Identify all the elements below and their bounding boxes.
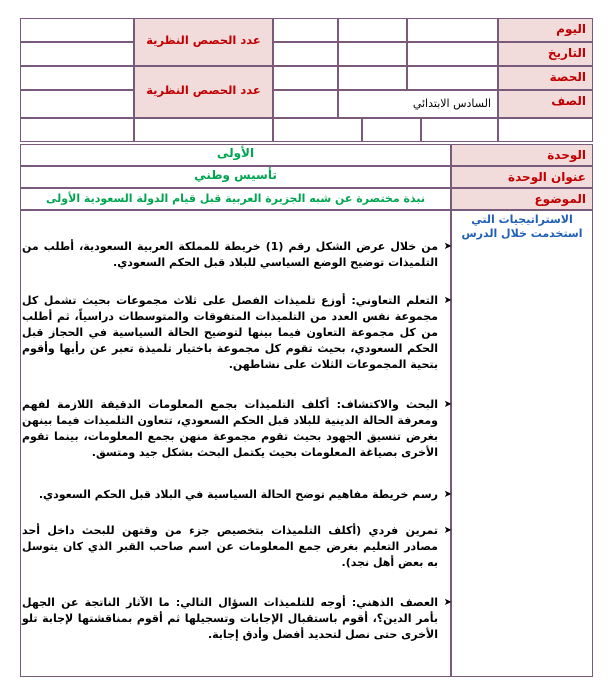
unit-title-label: عنوان الوحدة xyxy=(451,166,593,188)
header-cell xyxy=(362,118,421,142)
bullet-arrow-icon: ➤ xyxy=(443,525,452,536)
topic-label: الموضوع xyxy=(451,188,593,210)
header-cell xyxy=(421,118,498,142)
period-label: الحصة xyxy=(498,66,593,90)
header-cell xyxy=(20,90,134,118)
bullet-arrow-icon: ➤ xyxy=(443,399,452,410)
period-value-cell xyxy=(407,66,498,90)
header-cell xyxy=(498,118,593,142)
header-cell xyxy=(338,42,407,66)
unit-label: الوحدة xyxy=(451,144,593,166)
header-cell xyxy=(273,66,338,90)
date-value-cell xyxy=(407,42,498,66)
header-cell xyxy=(338,66,407,90)
header-cell xyxy=(134,118,273,142)
theory-count-label: عدد الحصص النظرية xyxy=(134,18,273,66)
bullet-arrow-icon: ➤ xyxy=(443,597,452,608)
unit-value: الأولى xyxy=(20,144,451,166)
strategy-item: ➤ التعلم التعاوني: أوزع تلميذات الفصل على ثلاث مجموعات بحيث تشمل كل مجموعة نفس العدد من التلميذات المتفوقات والمتوسطات دراسياً، ثم أطلب من كل مجموعة التعاون فيما بينها لتوضيح الحالة السياسية في الحجاز قبل الحكم السعودي، بحيث تقوم كل مجموعة باختيار تلميذة تعبر عن رأيها وأقوم بتحية المجموعات الثلاث على نشاطهن. xyxy=(22,294,452,371)
day-value-cell xyxy=(407,18,498,42)
strategy-item: ➤ تمرين فردي (أكلف التلميذات بتخصيص جزء من وقتهن للبحث داخل أحد مصادر التعليم بغرض جمع المعلومات عن اسم صاحب القبر الذي كان يتوسل به بعض أهل نجد). xyxy=(22,524,452,569)
strategy-item: ➤ البحث والاكتشاف: أكلف التلميذات بجمع المعلومات الدقيقة اللازمة لفهم ومعرفة الحالة الدينية للبلاد قبل الحكم السعودي، تتعاون التلميذات فيما بينهن بغرض تنسيق الجهود بحيث تقوم مجموعة منهن بجمع المعلومات، بينما تقوم الأخرى بصياغة المعلومات بحيث يكتمل البحث بشكل جيد ومتسق. xyxy=(22,398,452,459)
strategy-item: ➤ العصف الذهني: أوجه للتلميذات السؤال التالي: ما الآثار الناتجة عن الجهل بأمر الدين؟، أقوم باستقبال الإجابات وتسجيلها ثم أقوم بمناقشتها لإجابة تلو الأخرى حتى نصل لتحديد أفضل وأدق إجابة. xyxy=(22,596,452,641)
topic-value: نبذة مختصرة عن شبه الجزيرة العربية قبل قيام الدولة السعودية الأولى xyxy=(20,188,451,210)
class-value: السادس الابتدائي xyxy=(338,90,498,118)
header-cell xyxy=(273,18,338,42)
date-label: التاريخ xyxy=(498,42,593,66)
bullet-arrow-icon: ➤ xyxy=(443,295,452,306)
header-cell xyxy=(338,18,407,42)
strategy-item: ➤ رسم خريطة مفاهيم توضح الحالة السياسية في البلاد قبل الحكم السعودي. xyxy=(38,488,452,501)
class-label: الصف xyxy=(498,90,593,118)
header-cell xyxy=(20,42,134,66)
theory-count-label: عدد الحصص النظرية xyxy=(134,66,273,118)
day-label: اليوم xyxy=(498,18,593,42)
header-cell xyxy=(20,18,134,42)
unit-title-value: تأسيس وطني xyxy=(20,166,451,188)
header-cell xyxy=(273,90,338,118)
strategy-item: ➤ من خلال عرض الشكل رقم (1) خريطة للمملكة العربية السعودية، أطلب من التلميذات توضيح الوضع السياسي للبلاد قبل الحكم السعودي. xyxy=(22,240,452,269)
strategies-label: الاستراتيجيات التي استخدمت خلال الدرس xyxy=(451,210,593,677)
header-cell xyxy=(273,118,362,142)
header-cell xyxy=(20,66,134,90)
header-cell xyxy=(20,118,134,142)
bullet-arrow-icon: ➤ xyxy=(443,489,452,500)
bullet-arrow-icon: ➤ xyxy=(443,241,452,252)
header-cell xyxy=(273,42,338,66)
strategies-content xyxy=(20,210,451,677)
